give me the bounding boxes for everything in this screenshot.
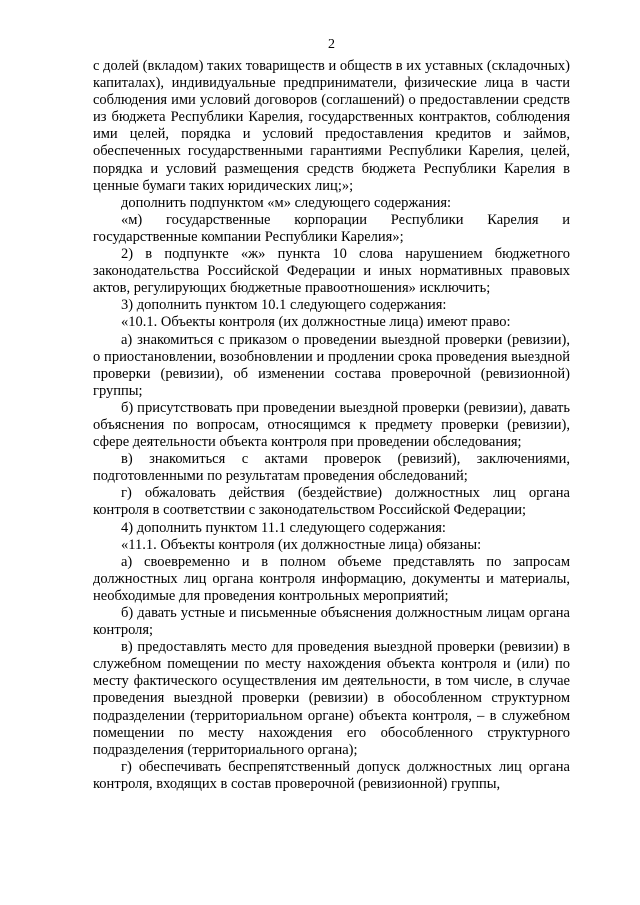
paragraph-item-2: 2) в подпункте «ж» пункта 10 слова нарушением бюджетного законодательства Российской Федерации и иных нормативных правовых актов, регулирующих бюджетные правоотношения» исключить; [93, 246, 570, 297]
paragraph-subpoint-m: «м) государственные корпорации Республики Карелия и государственные компании Республики Карелия»; [93, 211, 570, 245]
paragraph-point-10-1: «10.1. Объекты контроля (их должностные лица) имеют право: [121, 314, 511, 331]
paragraph-right-b: б) присутствовать при проведении выездной проверки (ревизии), давать объяснения по вопросам, относящимся к предмету проверки (ревизии), сфере деятельности объекта контроля при проведении обследования; [93, 399, 570, 451]
paragraph-duty-a: а) своевременно и в полном объеме представлять по запросам должностных лиц органа контроля информацию, документы и материалы, необходимые для проведения контрольных мероприятий; [93, 553, 570, 604]
paragraph-right-v: в) знакомиться с актами проверок (ревизий), заключениями, подготовленными по результатам проведения обследований; [93, 451, 570, 485]
paragraph-item-4: 4) дополнить пунктом 11.1 следующего содержания: [121, 519, 446, 536]
paragraph-duty-g: г) обеспечивать беспрепятственный допуск должностных лиц органа контроля, входящих в состав проверочной (ревизионной) группы, [93, 758, 570, 792]
paragraph-continuation: с долей (вкладом) таких товариществ и обществ в их уставных (складочных) капиталах), индивидуальные предприниматели, физические лица в части соблюдения ими условий договоров (соглашений) о предоставлении средств из бюджета Республики Карелия, государственных контрактов, соблюдения ими целей, порядка и условий предоставления кредитов и займов, обеспеченных государственными гарантиями Республики Карелия, целей, порядка и условий размещения средств бюджета Республики Карелия в ценные бумаги таких юридических лиц;»; [93, 58, 570, 194]
paragraph-point-11-1: «11.1. Объекты контроля (их должностные лица) обязаны: [121, 536, 482, 553]
paragraph-right-g: г) обжаловать действия (бездействие) должностных лиц органа контроля в соответствии с законодательством Российской Федерации; [93, 485, 570, 519]
paragraph-duty-v: в) предоставлять место для проведения выездной проверки (ревизии) в служебном помещении по месту нахождения объекта контроля и (или) по месту фактического осуществления им деятельности, в том числе, в случае проведения выездной проверки (ревизии) в обособленном структурном подразделении (территориальном органе) объекта контроля, – в служебном помещении по месту нахождения его обособленного структурного подразделения (территориального органа); [93, 639, 570, 758]
paragraph-item-3: 3) дополнить пунктом 10.1 следующего содержания: [121, 297, 447, 314]
page-number: 2 [328, 37, 335, 52]
paragraph-amend-subpoint-m: дополнить подпунктом «м» следующего содержания: [121, 194, 452, 211]
paragraph-duty-b: б) давать устные и письменные объяснения должностным лицам органа контроля; [93, 605, 570, 639]
document-body [93, 58, 570, 793]
paragraph-right-a: а) знакомиться с приказом о проведении выездной проверки (ревизии), о приостановлении, возобновлении и продлении срока проведения выездной проверки (ревизии), об изменении состава проверочной (ревизионной) группы; [93, 331, 570, 399]
